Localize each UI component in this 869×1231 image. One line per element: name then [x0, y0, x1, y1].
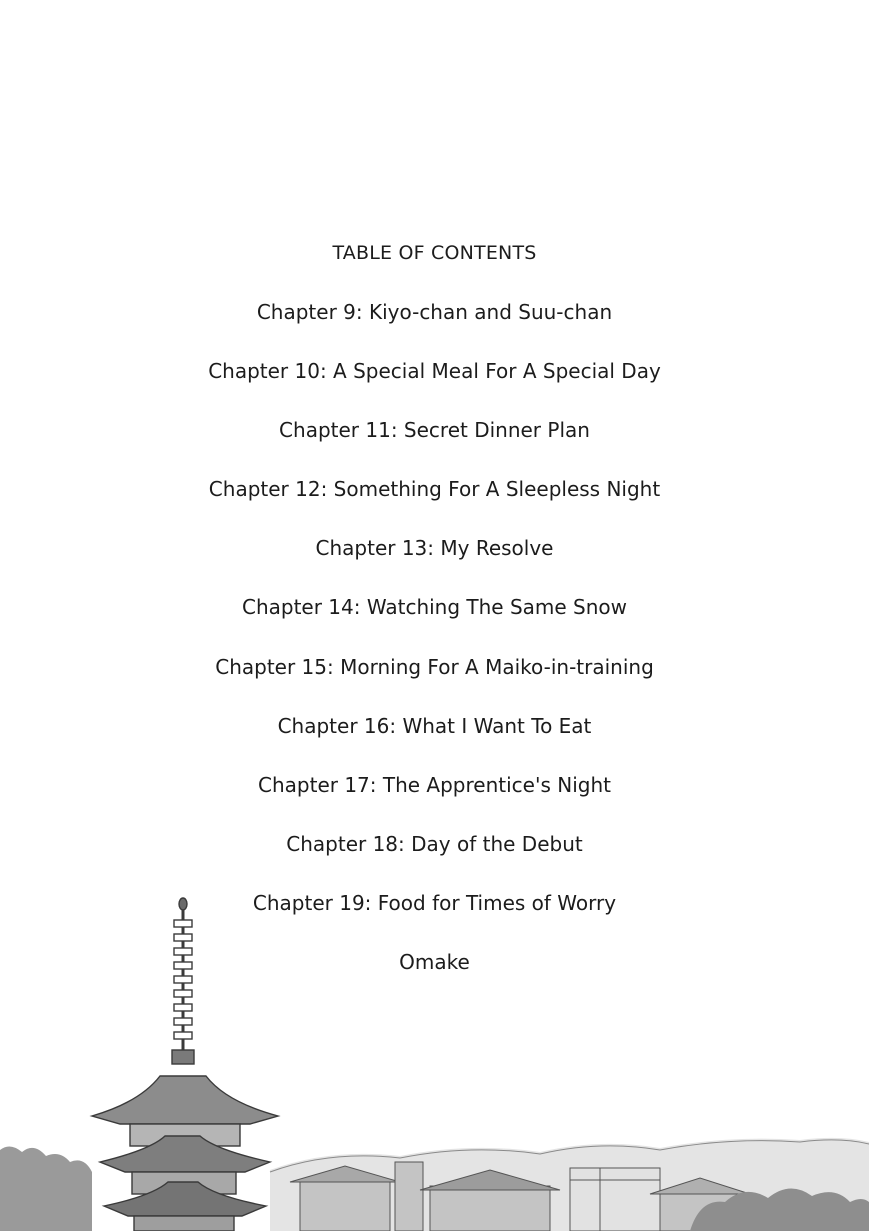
toc-item-chapter-9: Chapter 9: Kiyo-chan and Suu-chan: [256, 300, 613, 324]
toc-item-chapter-13: Chapter 13: My Resolve: [315, 536, 554, 561]
trees-left: [0, 1146, 92, 1231]
toc-item-chapter-17: Chapter 17: The Apprentice's Night: [258, 772, 611, 797]
toc-title: TABLE OF CONTENTS: [332, 242, 537, 264]
toc-item-chapter-14: Chapter 14: Watching The Same Snow: [241, 595, 628, 620]
toc-item-chapter-18: Chapter 18: Day of the Debut: [286, 831, 583, 856]
toc-item-chapter-10: Chapter 10: A Special Meal For A Special Day: [208, 359, 661, 384]
toc-item-chapter-15: Chapter 15: Morning For A Maiko-in-training: [215, 654, 654, 679]
pagoda: [92, 898, 278, 1231]
toc-item-chapter-19: Chapter 19: Food for Times of Worry: [252, 890, 617, 915]
pagoda-illustration: [0, 880, 869, 1231]
toc-item-chapter-12: Chapter 12: Something For A Sleepless Night: [208, 477, 661, 502]
toc-item-chapter-11: Chapter 11: Secret Dinner Plan: [279, 418, 590, 443]
toc-item-omake: Omake: [399, 950, 470, 975]
toc-item-chapter-16: Chapter 16: What I Want To Eat: [277, 713, 592, 738]
